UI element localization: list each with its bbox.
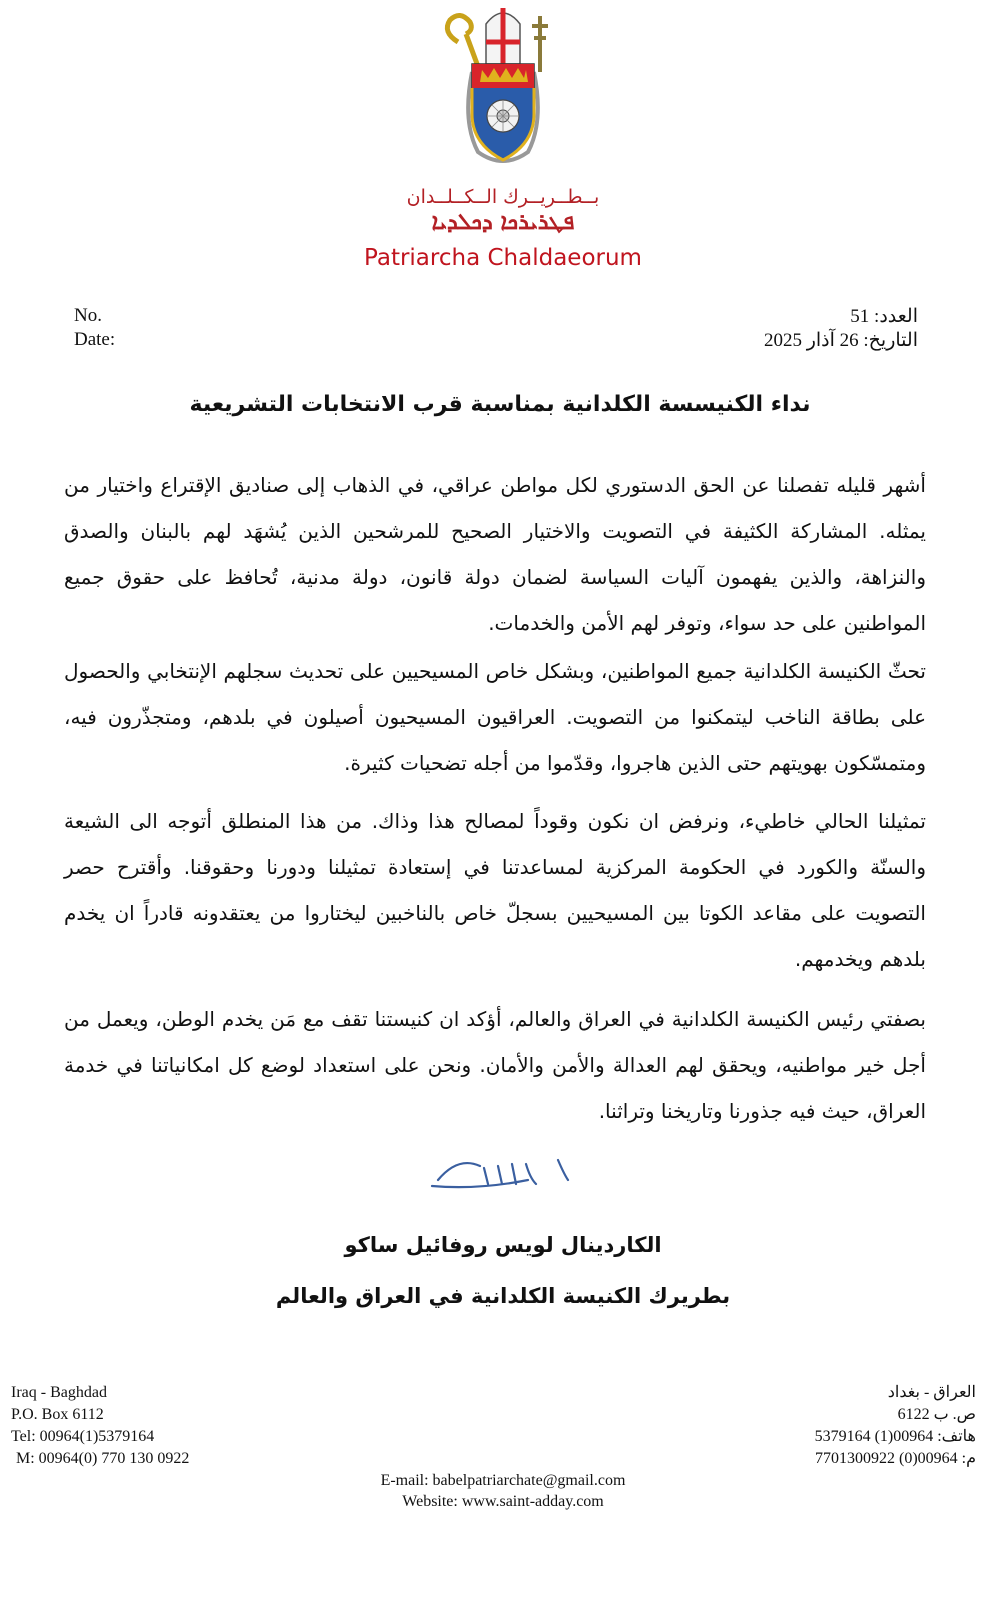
footer-website: Website: www.saint-adday.com — [402, 1493, 604, 1510]
footer-ar-line: ص. ب 6122 — [897, 1406, 976, 1423]
footer-en-line: Tel: 00964(1)5379164 — [11, 1428, 155, 1445]
footer-en-line: M: 00964(0) 770 130 0922 — [16, 1450, 190, 1467]
footer-en-line: Iraq - Baghdad — [11, 1384, 107, 1401]
footer-ar-line: هاتف: 00964(1) 5379164 — [814, 1428, 976, 1445]
patriarchal-coat-of-arms-icon — [428, 2, 578, 174]
date-label: Date: — [74, 329, 116, 350]
letter-paragraph-2: تحثّ الكنيسة الكلدانية جميع المواطنين، وبشكل خاص المسيحيين على تحديث سجلهم الإنتخابي والحصول على بطاقة الناخب ليتمكنوا من التصويت. العراقيون المسيحيون أصيلون في بلدهم، ومتجذّرون فيه، ومتمسّكون بهويتهم حتى الذين هاجروا، وقدّموا من أجله تضحيات كثيرة. — [64, 659, 926, 775]
document-number: العدد: 51 — [850, 306, 918, 327]
letter-title: نداء الكنيسسة الكلدانية بمناسبة قرب الانتخابات التشريعية — [189, 392, 811, 417]
document-date: التاريخ: 26 آذار 2025 — [763, 330, 918, 351]
footer-en-line: P.O. Box 6112 — [11, 1406, 104, 1423]
footer-address-en — [11, 1382, 189, 1470]
letterhead-syriac-name: ܦܛܪܝܪܟܐ ܕܟܠܕܝܐ — [431, 210, 575, 235]
signer-name: الكاردينال لويس روفائيل ساكو — [344, 1233, 662, 1257]
letterhead-arabic-name: بــطــريــرك الــكــلــدان — [406, 186, 600, 208]
letter-paragraph-3: تمثيلنا الحالي خاطيء، ونرفض ان نكون وقوداً لمصالح هذا وذاك. من هذا المنطلق أتوجه الى الشيعة والسنّة والكورد في الحكومة المركزية لمساعدتنا في إستعادة تمثيلنا ودورنا وحقوقنا. وأقترح حصر التصويت على مقاعد الكوتا بين المسيحيين بسجلّ خاص بالناخبين ليختاروا من يعتقدونه قادراً ان يخدم بلدهم ويخدمهم. — [64, 809, 926, 971]
footer-address-ar — [815, 1382, 976, 1470]
handwritten-signature-icon — [418, 1150, 588, 1200]
footer-ar-line: العراق - بغداد — [887, 1384, 976, 1401]
number-label: No. — [74, 305, 102, 326]
letter-paragraph-4: بصفتي رئيس الكنيسة الكلدانية في العراق والعالم، أؤكد ان كنيستنا تقف مع مَن يخدم الوطن، ويعمل من أجل خير مواطنيه، ويحقق لهم العدالة والأمن والأمان. ونحن على استعداد لوضع كل امكانياتنا في خدمة العراق، حيث فيه جذورنا وتاريخنا وتراثنا. — [64, 1007, 926, 1123]
footer-ar-line: م: 00964(0) 7701300922 — [814, 1450, 976, 1467]
signer-title: بطريرك الكنيسة الكلدانية في العراق والعالم — [275, 1284, 731, 1308]
footer-email: E-mail: babelpatriarchate@gmail.com — [380, 1472, 626, 1489]
letter-paragraph-1: أشهر قليله تفصلنا عن الحق الدستوري لكل مواطن عراقي، في الذهاب إلى صناديق الإقتراع واختيار من يمثله. المشاركة الكثيفة في التصويت والاختيار الصحيح للمرشحين الذين يُشهَد لهم بالبنان والصدق والنزاهة، والذين يفهمون آليات السياسة لضمان دولة قانون، دولة مدنية، تُحافظ على حقوق جميع المواطنين على حد سواء، وتوفر لهم الأمن والخدمات. — [64, 473, 926, 635]
letterhead-latin-name: Patriarcha Chaldaeorum — [364, 245, 642, 271]
